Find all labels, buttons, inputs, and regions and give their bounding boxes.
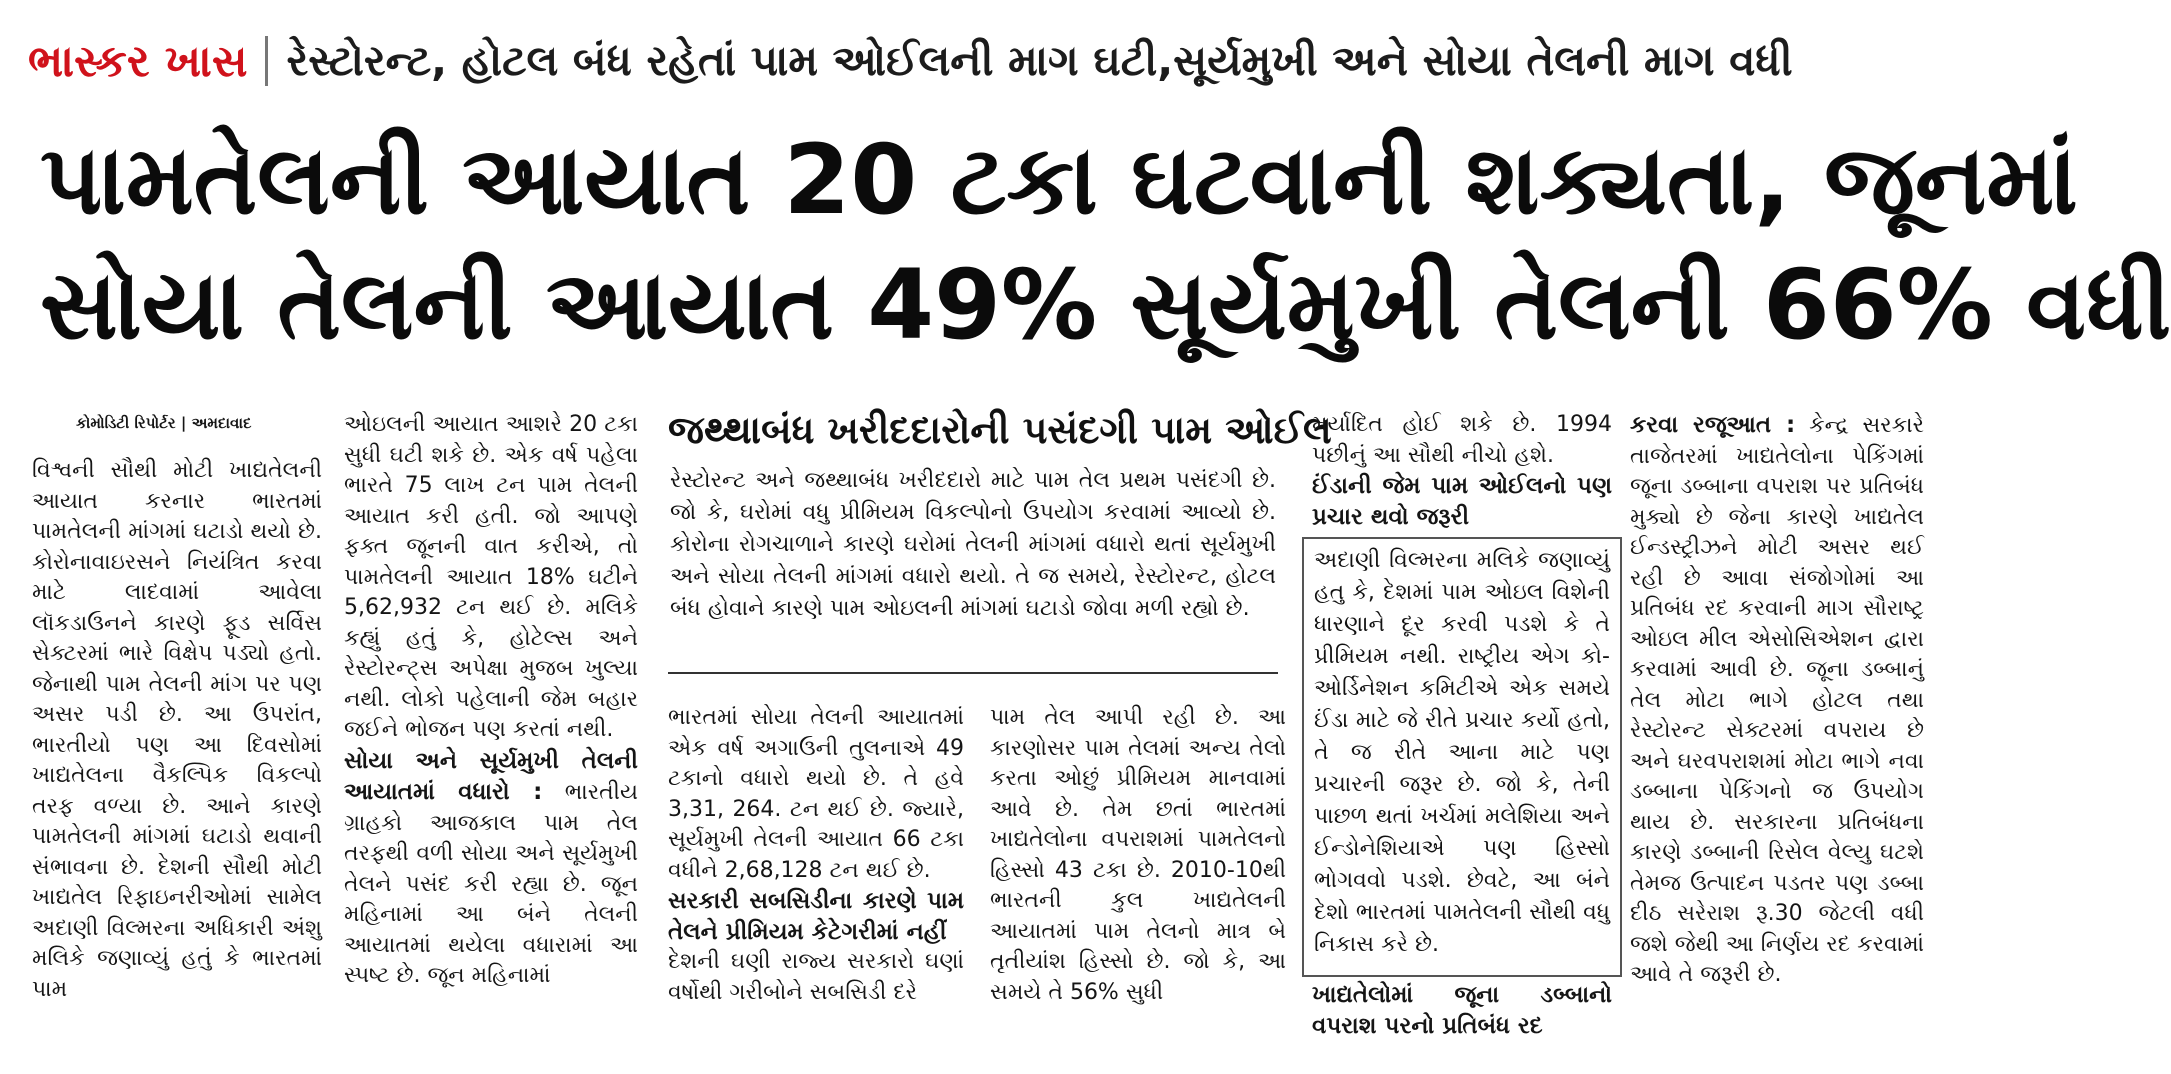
section-divider [668,672,1278,674]
column-5-text: કેન્દ્ર સરકારે તાજેતરમાં ખાદ્યતેલોના પેકિંગમાં જૂના ડબ્બાના વપરાશ પર પ્રતિબંધ મુક્યો છે જેના કારણે ખાદ્યતેલ ઈન્ડસ્ટ્રીઝને મોટી અસર થઈ રહી છે આવા સંજોગોમાં આ પ્રતિબંધ રદ કરવાની માગ સૌરાષ્ટ્ર ઓઇલ મીલ એસોસિએશન દ્વારા કરવામાં આવી છે. જૂના ડબ્બાનું તેલ મોટા ભાગે હોટલ તથા રેસ્ટોરન્ટ સેક્ટરમાં વપરાય છે અને ઘરવપરાશમાં મોટા ભાગે નવા ડબ્બાના પેકિંગનો જ ઉપયોગ થાય છે. સરકારના પ્રતિબંધના કારણે ડબ્બાની રિસેલ વેલ્યુ ઘટશે તેમજ ઉત્પાદન પડતર પણ ડબ્બા દીઠ સરેરાશ રૂ.30 જેટલી વધી જશે જેથી આ નિર્ણય રદ કરવામાં આવે તે જરૂરી છે. [1630,413,1924,987]
kicker-line [28,26,1918,96]
column-4-top-text: મર્યાદિત હોઈ શકે છે. 1994 પછીનું આ સૌથી નીચો હશે. [1312,412,1612,468]
column-5-subhead: કરવા રજૂઆત : [1630,412,1796,438]
article-column-2 [344,410,638,1050]
article-column-5 [1630,410,1924,1050]
kicker-text: રેસ્ટોરન્ટ, હોટલ બંધ રહેતાં પામ ઓઈલની માગ ઘટી,સૂર્યમુખી અને સોયા તેલની માગ વધી [286,36,1793,85]
column-3a-paragraph-1: ભારતમાં સોયા તેલની આયાતમાં એક વર્ષ અગાઉની તુલનાએ 49 ટકાનો વધારો થયો છે. તે હવે 3,31, 264. ટન થઈ છે. જ્યારે, સૂર્યમુખી તેલની આયાત 66 ટકા વધીને 2,68,128 ટન થઈ છે. [668,705,964,883]
sidebar-body-text: રેસ્ટોરન્ટ અને જથ્થાબંધ ખરીદદારો માટે પામ તેલ પ્રથમ પસંદગી છે. જો કે, ઘરોમાં વધુ પ્રીમિયમ વિકલ્પોનો ઉપયોગ કરવામાં આવ્યો છે. કોરોના રોગચાળાને કારણે ઘરોમાં તેલની માંગમાં વધારો થતાં સૂર્યમુખી અને સોયા તેલની માંગમાં વધારો થયો. તે જ સમયે, રેસ્ટોરન્ટ, હોટલ બંધ હોવાને કારણે પામ ઓઇલની માંગમાં ઘટાડો જોવા મળી રહ્યો છે. [670,468,1276,621]
column-1-text: વિશ્વની સૌથી મોટી ખાદ્યતેલની આયાત કરનાર ભારતમાં પામતેલની માંગમાં ઘટાડો થયો છે. કોરોનાવાઇરસને નિયંત્રિત કરવા માટે લાદવામાં આવેલા લૉકડાઉનને કારણે ફૂડ સર્વિસ સેક્ટરમાં ભારે વિક્ષેપ પડ્યો હતો. જેનાથી પામ તેલની માંગ પર પણ અસર પડી છે. આ ઉપરાંત, ભારતીયો પણ આ દિવસોમાં ખાદ્યતેલના વૈકલ્પિક વિકલ્પો તરફ વળ્યા છે. આને કારણે પામતેલની માંગમાં ઘટાડો થવાની સંભાવના છે. દેશની સૌથી મોટી ખાદ્યતેલ રિફાઇનરીઓમાં સામેલ અદાણી વિલ્મરના અધિકારી અંશુ મલિકે જણાવ્યું હતું કે ભારતમાં પામ [32,458,322,1002]
article-column-3b [990,703,1286,1053]
column-3a-subhead: સરકારી સબસિડીના કારણે પામ તેલને પ્રીમિયમ કેટેગરીમાં નહીં [668,888,964,945]
article-column-1 [32,410,322,1050]
headline-line-1: પામતેલની આયાત 20 ટકા ઘટવાની શક્યતા, જૂનમાં [40,124,2078,236]
sidebar-heading: જથ્થાબંધ ખરીદદારોની પસંદગી પામ ઓઈલ [668,408,1332,452]
boxed-quote [1302,537,1622,977]
headline-line-2: સોયા તેલની આયાત 49% સૂર્યમુખી તેલની 66% વધી [40,249,2171,361]
article-column-3a [668,703,964,1053]
sidebar-body [670,465,1276,625]
column-4-subhead: ઈંડાની જેમ પામ ઓઈલનો પણ પ્રચાર થવો જરૂરી [1312,473,1612,530]
column-3a-paragraph-2: દેશની ઘણી રાજ્ય સરકારો ઘણાં વર્ષોથી ગરીબોને સબસિડી દરે [668,949,964,1005]
brand-label: ભાસ્કર ખાસ [28,35,248,87]
column-2-subhead: સોયા અને સૂર્યમુખી તેલની આયાતમાં વધારો : [344,747,638,805]
column-2-paragraph-2: ભારતીય ગ્રાહકો આજકાલ પામ તેલ તરફથી વળી સોયા અને સૂર્યમુખી તેલને પસંદ કરી રહ્યા છે. જૂન મહિનામાં આ બંને તેલની આયાતમાં થયેલા વધારામાં આ સ્પષ્ટ છે. જૂન મહિનામાં [344,780,638,988]
column-3b-text: પામ તેલ આપી રહી છે. આ કારણોસર પામ તેલમાં અન્ય તેલો કરતા ઓછું પ્રીમિયમ માનવામાં આવે છે. તેમ છતાં ભારતમાં ખાદ્યતેલોના વપરાશમાં પામતેલનો હિસ્સો 43 ટકા છે. 2010-10થી ભારતની કુલ ખાદ્યતેલની આયાતમાં પામ તેલનો માત્ર બે તૃતીયાંશ હિસ્સો છે. જો કે, આ સમયે તે 56% સુધી [990,705,1286,1005]
kicker-divider [265,36,268,86]
column-2-paragraph-1: ઓઇલની આયાત આશરે 20 ટકા સુધી ઘટી શકે છે. એક વર્ષ પહેલા ભારતે 75 લાખ ટન પામ તેલની આયાત કરી હતી. જો આપણે ફક્ત જૂનની વાત કરીએ, તો પામતેલની આયાત 18% ઘટીને 5,62,932 ટન થઈ છે. મલિકે કહ્યું હતું કે, હોટેલ્સ અને રેસ્ટોરન્ટ્સ અપેક્ષા મુજબ ખુલ્યા નથી. લોકો પહેલાની જેમ બહાર જઈને ભોજન પણ કરતાં નથી. [344,412,638,742]
column-4-bottom-subhead: ખાદ્યતેલોમાં જૂના ડબ્બાનો વપરાશ પરનો પ્રતિબંધ રદ [1312,982,1612,1039]
boxed-quote-text: અદાણી વિલ્મરના મલિકે જણાવ્યું હતુ કે, દેશમાં પામ ઓઇલ વિશેની ધારણાને દૂર કરવી પડશે કે તે પ્રીમિયમ નથી. રાષ્ટ્રીય એગ કો-ઓર્ડિનેશન કમિટીએ એક સમયે ઈંડા માટે જે રીતે પ્રચાર કર્યો હતો, તે જ રીતે આના માટે પણ પ્રચારની જરૂર છે. જો કે, તેની પાછળ થતાં ખર્ચમાં મલેશિયા અને ઈન્ડોનેશિયાએ પણ હિસ્સો ભોગવવો પડશે. છેવટે, આ બંને દેશો ભારતમાં પામતેલની સૌથી વધુ નિકાસ કરે છે. [1314,548,1610,957]
byline: કોમોડિટી રિપોર્ટર | અમદાવાદ [76,414,252,432]
